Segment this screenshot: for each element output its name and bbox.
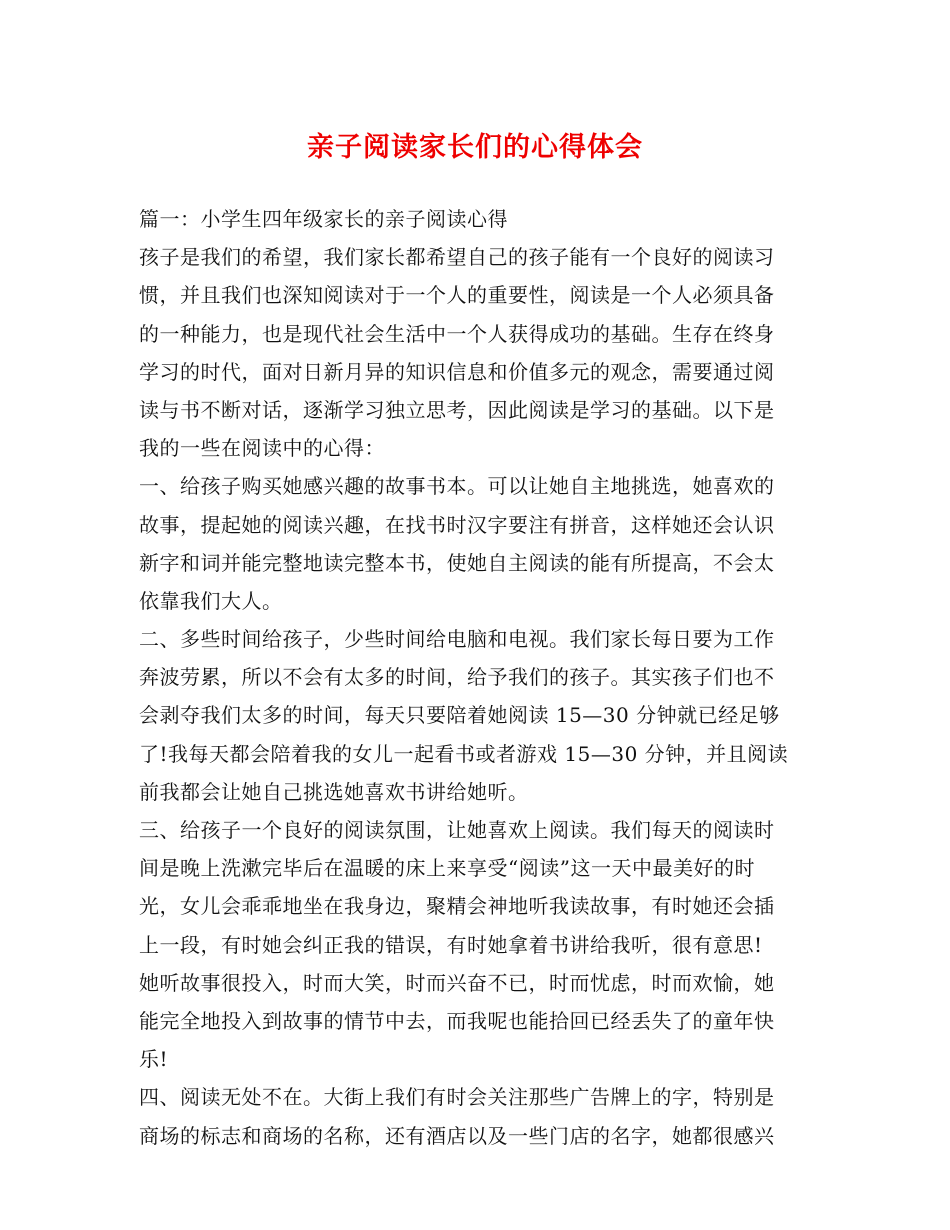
text-line: 学习的时代，面对日新月异的知识信息和价值多元的观念，需要通过阅 <box>139 359 775 384</box>
text-line: 惯，并且我们也深知阅读对于一个人的重要性，阅读是一个人必须具备 <box>139 283 775 308</box>
text-line: 故事，提起她的阅读兴趣，在找书时汉字要注有拼音，这样她还会认识 <box>139 512 775 537</box>
text-line: 光，女儿会乖乖地坐在我身边，聚精会神地听我读故事，有时她还会插 <box>139 894 775 919</box>
text-line: 她听故事很投入，时而大笑，时而兴奋不已，时而忧虑，时而欢愉，她 <box>139 970 775 995</box>
text-line: 商场的标志和商场的名称，还有酒店以及一些门店的名字，她都很感兴 <box>139 1123 775 1148</box>
text-line: 依靠我们大人。 <box>139 588 283 613</box>
text-line: 一、给孩子购买她感兴趣的故事书本。可以让她自主地挑选，她喜欢的 <box>139 474 775 499</box>
text-line: 三、给孩子一个良好的阅读氛围，让她喜欢上阅读。我们每天的阅读时 <box>139 818 775 842</box>
text-line: 会剥夺我们太多的时间，每天只要陪着她阅读 15—30 分钟就已经足够 <box>139 703 780 728</box>
text-line: 四、阅读无处不在。大街上我们有时会关注那些广告牌上的字，特别是 <box>139 1085 775 1110</box>
text-line: 新字和词并能完整地读完整本书，使她自主阅读的能有所提高，不会太 <box>139 550 775 575</box>
text-line: 我的一些在阅读中的心得： <box>139 436 385 461</box>
text-line: 奔波劳累，所以不会有太多的时间，给予我们的孩子。其实孩子们也不 <box>139 665 775 690</box>
text-line: 前我都会让她自己挑选她喜欢书讲给她听。 <box>139 779 529 804</box>
text-line: 乐! <box>139 1047 169 1072</box>
text-line: 了!我每天都会陪着我的女儿一起看书或者游戏 15—30 分钟，并且阅读 <box>139 741 789 766</box>
text-line: 的一种能力，也是现代社会生活中一个人获得成功的基础。生存在终身 <box>139 321 775 346</box>
text-line: 间是晚上洗漱完毕后在温暖的床上来享受“阅读”这一天中最美好的时 <box>139 856 755 881</box>
text-line: 能完全地投入到故事的情节中去，而我呢也能拾回已经丢失了的童年快 <box>139 1008 775 1033</box>
text-line: 篇一：小学生四年级家长的亲子阅读心得 <box>139 207 508 231</box>
text-line: 二、多些时间给孩子，少些时间给电脑和电视。我们家长每日要为工作 <box>139 627 775 652</box>
document-title: 亲子阅读家长们的心得体会 <box>307 132 643 163</box>
document-body <box>139 200 813 1155</box>
text-line: 上一段，有时她会纠正我的错误，有时她拿着书讲给我听，很有意思! <box>139 932 763 957</box>
text-line: 孩子是我们的希望，我们家长都希望自己的孩子能有一个良好的阅读习 <box>139 245 775 270</box>
text-line: 读与书不断对话，逐渐学习独立思考，因此阅读是学习的基础。以下是 <box>139 397 775 422</box>
